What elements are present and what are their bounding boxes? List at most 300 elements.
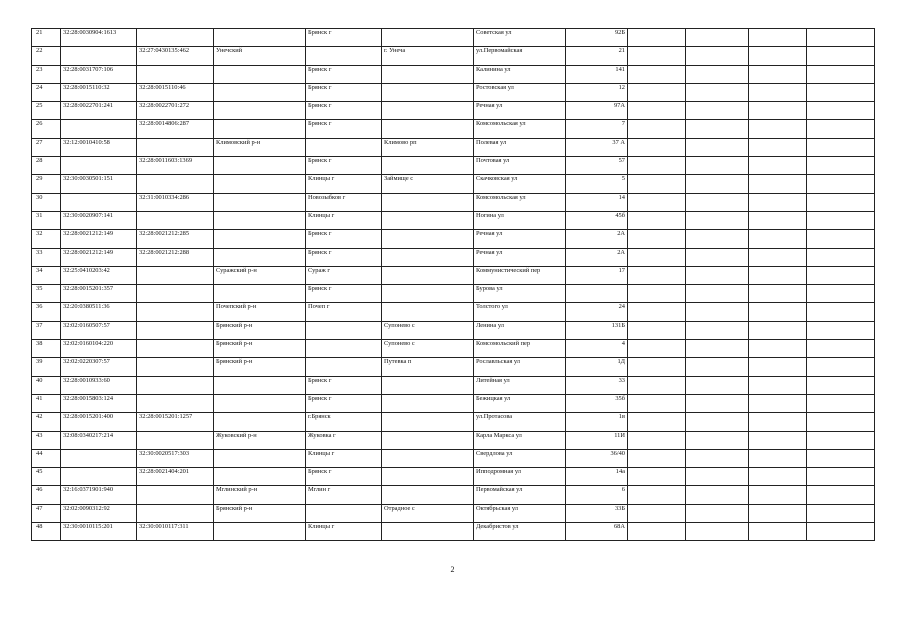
cadastral-number-cell: 32:02:0090312:92 [61,504,137,522]
house-number-cell [566,285,628,303]
settlement-cell [382,157,474,175]
empty-cell [686,468,749,486]
empty-cell [628,285,686,303]
district-cell [214,468,306,486]
empty-cell [749,211,807,229]
empty-cell [807,285,875,303]
street-cell: Октябрьская ул [474,504,566,522]
linked-cadastral-number-cell [137,321,214,339]
empty-cell [749,248,807,266]
empty-cell [807,230,875,248]
empty-cell [686,431,749,449]
city-cell [306,47,382,65]
linked-cadastral-number-cell [137,285,214,303]
empty-cell [807,120,875,138]
row-number-cell: 46 [32,486,61,504]
linked-cadastral-number-cell [137,358,214,376]
street-cell: Бежицкая ул [474,394,566,412]
district-cell: Брянский р-н [214,321,306,339]
house-number-cell: 14а [566,468,628,486]
district-cell [214,193,306,211]
district-cell [214,523,306,541]
empty-cell [628,321,686,339]
table-row [32,230,875,248]
district-cell [214,120,306,138]
registry-sheet [31,28,874,541]
cadastral-number-cell: 32:28:0022701:241 [61,102,137,120]
table-row [32,321,875,339]
empty-cell [686,248,749,266]
empty-cell [628,376,686,394]
table-row [32,47,875,65]
district-cell [214,175,306,193]
table-row [32,102,875,120]
table-row [32,157,875,175]
empty-cell [749,523,807,541]
linked-cadastral-number-cell: 32:27:0430135:462 [137,47,214,65]
house-number-cell: 57 [566,157,628,175]
linked-cadastral-number-cell [137,29,214,47]
empty-cell [749,413,807,431]
settlement-cell [382,102,474,120]
city-cell: Брянск г [306,230,382,248]
linked-cadastral-number-cell: 32:28:0014806:287 [137,120,214,138]
settlement-cell [382,468,474,486]
empty-cell [686,303,749,321]
house-number-cell: 2А [566,230,628,248]
empty-cell [749,175,807,193]
cadastral-number-cell: 32:12:0010410:58 [61,138,137,156]
row-number-cell: 30 [32,193,61,211]
row-number-cell: 35 [32,285,61,303]
row-number-cell: 23 [32,65,61,83]
district-cell: Суражский р-н [214,266,306,284]
house-number-cell: 33 [566,376,628,394]
empty-cell [807,211,875,229]
district-cell [214,449,306,467]
linked-cadastral-number-cell [137,431,214,449]
empty-cell [807,413,875,431]
row-number-cell: 45 [32,468,61,486]
settlement-cell [382,211,474,229]
street-cell: Толстого ул [474,303,566,321]
row-number-cell: 39 [32,358,61,376]
house-number-cell: 141 [566,65,628,83]
cadastral-number-cell: 32:16:0371901:940 [61,486,137,504]
empty-cell [749,340,807,358]
city-cell [306,504,382,522]
table-row [32,394,875,412]
cadastral-number-cell: 32:28:0015201:357 [61,285,137,303]
city-cell: Почеп г [306,303,382,321]
house-number-cell: 35б [566,394,628,412]
city-cell [306,321,382,339]
empty-cell [628,102,686,120]
city-cell: Жуковка г [306,431,382,449]
city-cell: Новозыбков г [306,193,382,211]
district-cell [214,248,306,266]
cadastral-number-cell [61,157,137,175]
empty-cell [628,266,686,284]
district-cell: Брянский р-н [214,358,306,376]
house-number-cell: 24 [566,303,628,321]
empty-cell [686,230,749,248]
empty-cell [628,83,686,101]
settlement-cell [382,248,474,266]
settlement-cell: Климово рп [382,138,474,156]
empty-cell [807,157,875,175]
street-cell: Декабристов ул [474,523,566,541]
row-number-cell: 29 [32,175,61,193]
linked-cadastral-number-cell [137,486,214,504]
city-cell: Мглин г [306,486,382,504]
registry-body [32,29,875,541]
empty-cell [628,65,686,83]
empty-cell [807,431,875,449]
table-row [32,193,875,211]
empty-cell [807,47,875,65]
settlement-cell: Супонево с [382,340,474,358]
table-row [32,248,875,266]
empty-cell [749,266,807,284]
city-cell: Брянск г [306,83,382,101]
cadastral-number-cell: 32:28:0030904:1613 [61,29,137,47]
empty-cell [749,193,807,211]
settlement-cell [382,486,474,504]
street-cell: Карла Маркса ул [474,431,566,449]
linked-cadastral-number-cell [137,175,214,193]
cadastral-number-cell: 32:20:0380511:36 [61,303,137,321]
empty-cell [686,340,749,358]
empty-cell [686,47,749,65]
empty-cell [749,321,807,339]
empty-cell [686,175,749,193]
table-row [32,340,875,358]
district-cell [214,65,306,83]
city-cell: Брянск г [306,120,382,138]
empty-cell [807,266,875,284]
street-cell: Советская ул [474,29,566,47]
settlement-cell [382,83,474,101]
settlement-cell [382,193,474,211]
empty-cell [807,175,875,193]
cadastral-number-cell: 32:30:0030501:151 [61,175,137,193]
table-row [32,376,875,394]
house-number-cell: 21 [566,47,628,65]
street-cell: Свердлова ул [474,449,566,467]
empty-cell [749,376,807,394]
empty-cell [807,102,875,120]
empty-cell [628,468,686,486]
house-number-cell: 11И [566,431,628,449]
district-cell [214,83,306,101]
row-number-cell: 37 [32,321,61,339]
linked-cadastral-number-cell [137,138,214,156]
district-cell [214,211,306,229]
city-cell: Брянск г [306,394,382,412]
street-cell: Калинина ул [474,65,566,83]
page-number: 2 [450,565,455,574]
row-number-cell: 26 [32,120,61,138]
row-number-cell: 33 [32,248,61,266]
settlement-cell [382,394,474,412]
cadastral-number-cell: 32:28:0021212:149 [61,230,137,248]
empty-cell [686,157,749,175]
row-number-cell: 27 [32,138,61,156]
linked-cadastral-number-cell: 32:30:0010117:311 [137,523,214,541]
district-cell: Брянский р-н [214,340,306,358]
row-number-cell: 36 [32,303,61,321]
street-cell: Комсомольский пер [474,340,566,358]
district-cell [214,376,306,394]
district-cell: Почепский р-н [214,303,306,321]
row-number-cell: 31 [32,211,61,229]
empty-cell [807,486,875,504]
settlement-cell [382,449,474,467]
cadastral-number-cell [61,468,137,486]
city-cell: Брянск г [306,102,382,120]
house-number-cell: 17 [566,266,628,284]
cadastral-number-cell: 32:08:0340217:214 [61,431,137,449]
table-row [32,303,875,321]
linked-cadastral-number-cell [137,266,214,284]
row-number-cell: 44 [32,449,61,467]
table-row [32,65,875,83]
street-cell: Полевая ул [474,138,566,156]
city-cell: Клинцы г [306,523,382,541]
cadastral-number-cell: 32:25:0410203:42 [61,266,137,284]
empty-cell [749,394,807,412]
table-row [32,504,875,522]
settlement-cell [382,266,474,284]
street-cell: Ростовская ул [474,83,566,101]
empty-cell [749,285,807,303]
empty-cell [686,358,749,376]
street-cell: Речная ул [474,230,566,248]
street-cell: Речная ул [474,102,566,120]
empty-cell [807,248,875,266]
cadastral-number-cell: 32:30:0020907:141 [61,211,137,229]
table-row [32,175,875,193]
empty-cell [807,83,875,101]
empty-cell [628,47,686,65]
district-cell: Мглинский р-н [214,486,306,504]
empty-cell [749,29,807,47]
row-number-cell: 43 [32,431,61,449]
empty-cell [628,504,686,522]
empty-cell [686,486,749,504]
street-cell: Речная ул [474,248,566,266]
street-cell: Комсомольская ул [474,120,566,138]
house-number-cell: 97А [566,102,628,120]
settlement-cell [382,230,474,248]
city-cell: Клинцы г [306,175,382,193]
empty-cell [807,138,875,156]
cadastral-number-cell: 32:28:0010933:60 [61,376,137,394]
cadastral-number-cell: 32:02:0160507:57 [61,321,137,339]
empty-cell [686,394,749,412]
city-cell: Клинцы г [306,211,382,229]
empty-cell [749,358,807,376]
cadastral-number-cell: 32:02:0220307:57 [61,358,137,376]
settlement-cell [382,523,474,541]
empty-cell [686,211,749,229]
empty-cell [807,303,875,321]
cadastral-number-cell [61,47,137,65]
row-number-cell: 25 [32,102,61,120]
empty-cell [686,523,749,541]
empty-cell [749,449,807,467]
street-cell: Коммунистический пер [474,266,566,284]
settlement-cell [382,285,474,303]
street-cell: ул.Первомайская [474,47,566,65]
district-cell: Климовский р-н [214,138,306,156]
house-number-cell: 36/40 [566,449,628,467]
cadastral-number-cell: 32:28:0015803:124 [61,394,137,412]
empty-cell [628,486,686,504]
empty-cell [807,29,875,47]
street-cell: Ленина ул [474,321,566,339]
city-cell: Брянск г [306,29,382,47]
city-cell: Клинцы г [306,449,382,467]
empty-cell [628,157,686,175]
cadastral-number-cell: 32:28:0031707:106 [61,65,137,83]
empty-cell [749,47,807,65]
house-number-cell: 37 А [566,138,628,156]
cadastral-number-cell: 32:28:0015110:32 [61,83,137,101]
empty-cell [749,102,807,120]
empty-cell [686,376,749,394]
empty-cell [686,65,749,83]
row-number-cell: 32 [32,230,61,248]
cadastral-number-cell: 32:28:0015201:400 [61,413,137,431]
cadastral-number-cell: 32:30:0010115:201 [61,523,137,541]
empty-cell [807,193,875,211]
settlement-cell [382,413,474,431]
row-number-cell: 24 [32,83,61,101]
table-row [32,211,875,229]
district-cell [214,230,306,248]
linked-cadastral-number-cell: 32:28:0015110:46 [137,83,214,101]
linked-cadastral-number-cell [137,394,214,412]
city-cell: Сураж г [306,266,382,284]
empty-cell [628,175,686,193]
table-row [32,83,875,101]
settlement-cell: Путевка п [382,358,474,376]
table-row [32,431,875,449]
city-cell [306,138,382,156]
empty-cell [807,504,875,522]
district-cell [214,157,306,175]
row-number-cell: 41 [32,394,61,412]
empty-cell [686,413,749,431]
street-cell: Бурова ул [474,285,566,303]
house-number-cell: 12 [566,83,628,101]
city-cell: Брянск г [306,248,382,266]
cadastral-number-cell [61,449,137,467]
empty-cell [749,83,807,101]
district-cell [214,29,306,47]
empty-cell [628,449,686,467]
settlement-cell: г. Унеча [382,47,474,65]
district-cell: Унечский [214,47,306,65]
house-number-cell: 131Б [566,321,628,339]
house-number-cell: 4 [566,340,628,358]
city-cell: Брянск г [306,157,382,175]
row-number-cell: 48 [32,523,61,541]
table-row [32,138,875,156]
empty-cell [686,449,749,467]
linked-cadastral-number-cell: 32:28:0021404:201 [137,468,214,486]
street-cell: Ипподромная ул [474,468,566,486]
empty-cell [807,340,875,358]
table-row [32,486,875,504]
row-number-cell: 42 [32,413,61,431]
district-cell: Брянский р-н [214,504,306,522]
linked-cadastral-number-cell: 32:28:0022701:272 [137,102,214,120]
linked-cadastral-number-cell: 32:30:0020517:303 [137,449,214,467]
settlement-cell [382,29,474,47]
district-cell [214,413,306,431]
empty-cell [686,504,749,522]
cadastral-number-cell [61,193,137,211]
empty-cell [628,120,686,138]
city-cell: г.Брянск [306,413,382,431]
empty-cell [686,321,749,339]
house-number-cell: 1Д [566,358,628,376]
empty-cell [628,29,686,47]
house-number-cell: 68А [566,523,628,541]
empty-cell [807,523,875,541]
empty-cell [807,376,875,394]
city-cell: Брянск г [306,65,382,83]
table-row [32,468,875,486]
house-number-cell: 6 [566,486,628,504]
cadastral-number-cell [61,120,137,138]
empty-cell [628,193,686,211]
settlement-cell [382,303,474,321]
empty-cell [749,65,807,83]
street-cell: Ногина ул [474,211,566,229]
table-row [32,523,875,541]
empty-cell [686,138,749,156]
linked-cadastral-number-cell: 32:28:0015201:1257 [137,413,214,431]
empty-cell [807,65,875,83]
empty-cell [628,138,686,156]
district-cell [214,285,306,303]
city-cell: Брянск г [306,285,382,303]
empty-cell [628,413,686,431]
house-number-cell: 1в [566,413,628,431]
row-number-cell: 34 [32,266,61,284]
linked-cadastral-number-cell: 32:28:0011603:1369 [137,157,214,175]
empty-cell [749,303,807,321]
linked-cadastral-number-cell: 32:28:0021212:288 [137,248,214,266]
empty-cell [628,340,686,358]
empty-cell [686,266,749,284]
empty-cell [749,120,807,138]
cadastral-number-cell: 32:28:0021212:149 [61,248,137,266]
empty-cell [686,83,749,101]
city-cell: Брянск г [306,376,382,394]
empty-cell [628,230,686,248]
empty-cell [749,486,807,504]
empty-cell [628,248,686,266]
empty-cell [686,102,749,120]
district-cell [214,102,306,120]
settlement-cell: Супонево с [382,321,474,339]
settlement-cell: Займище с [382,175,474,193]
